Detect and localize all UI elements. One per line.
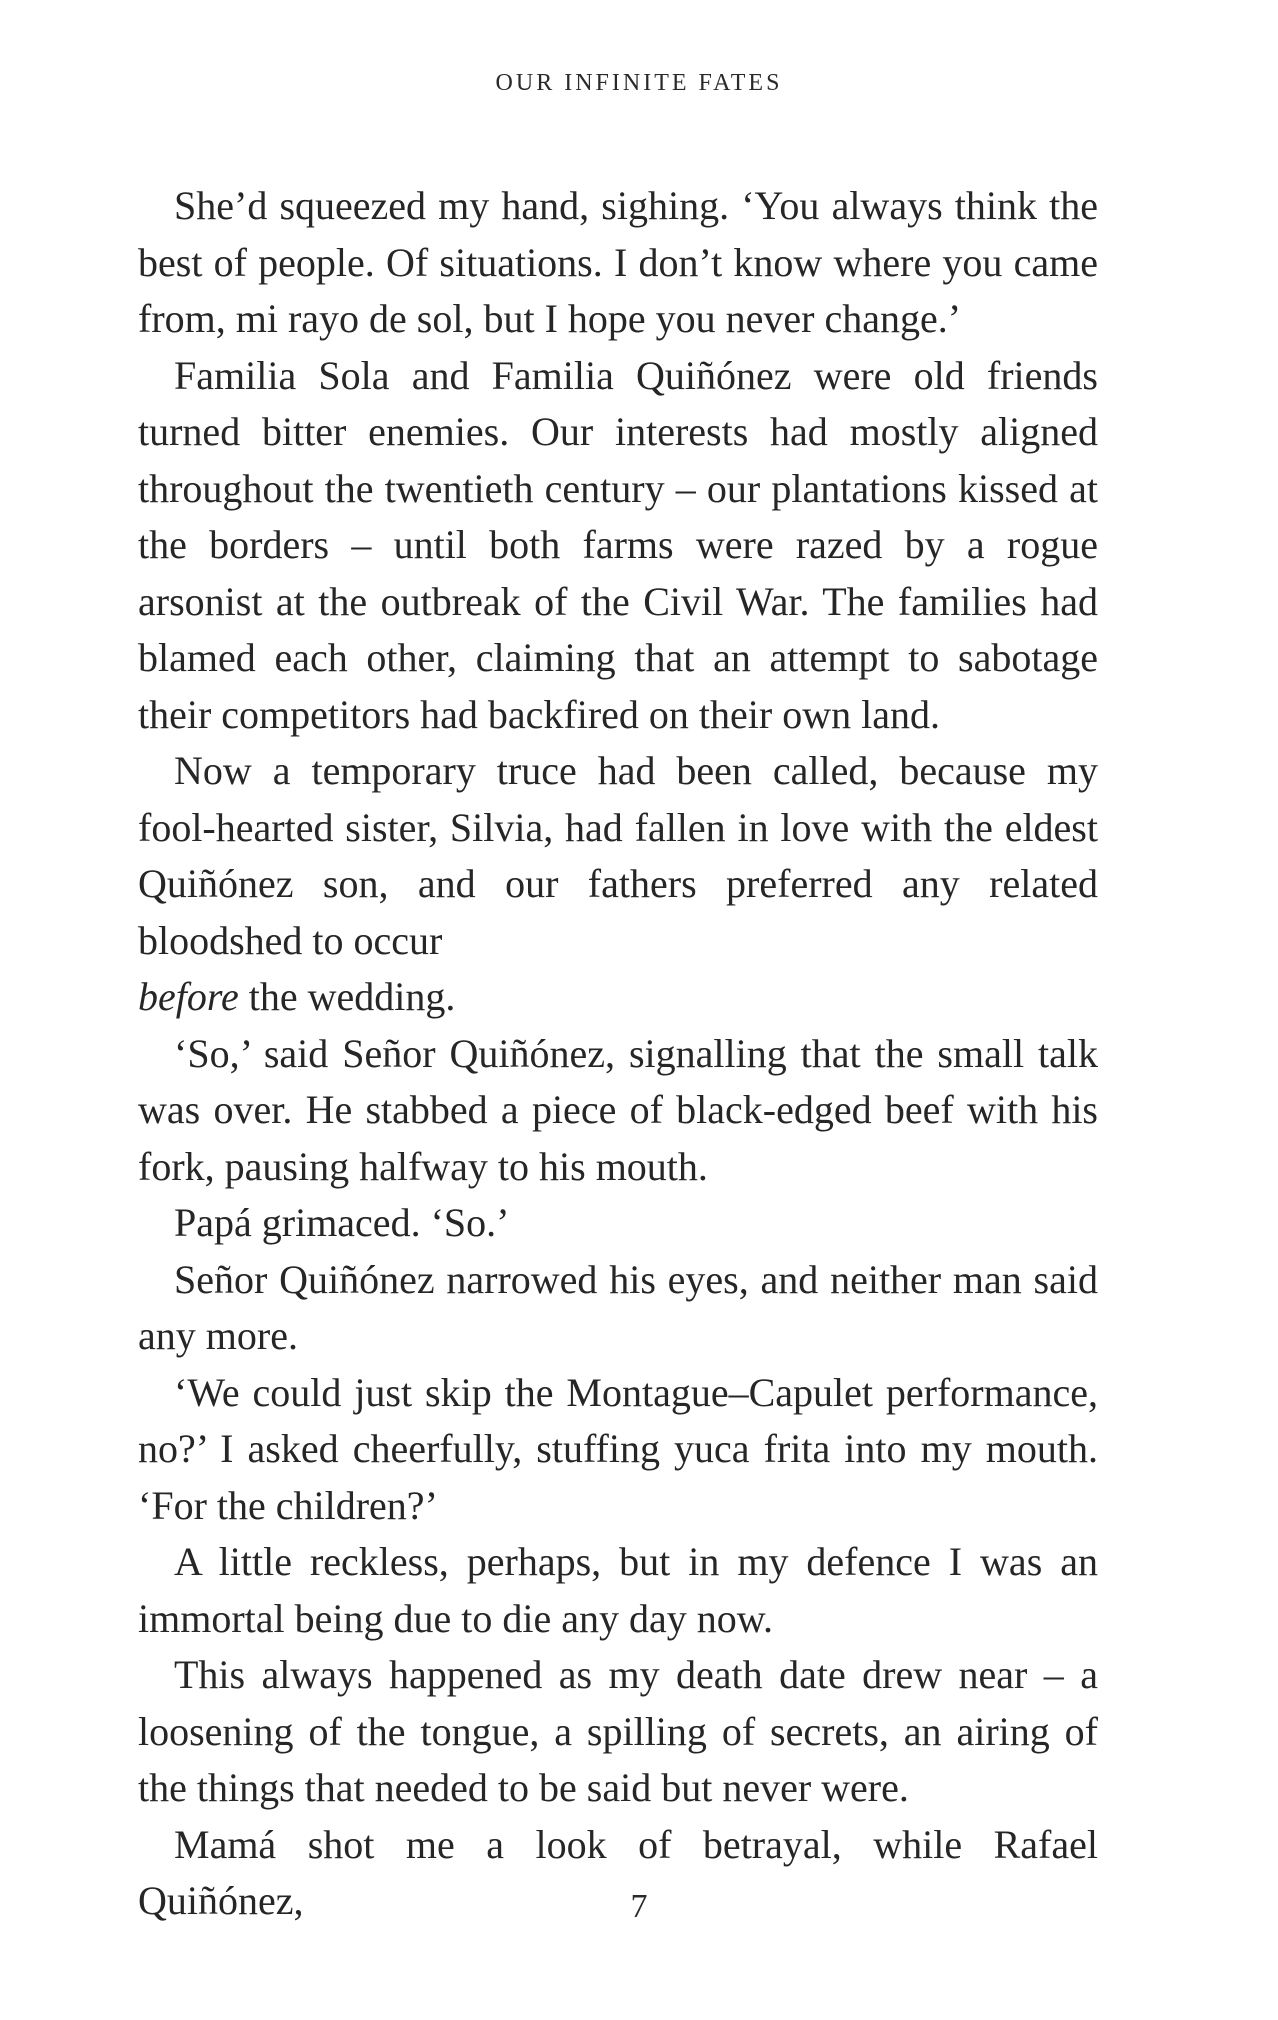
paragraph: She’d squeezed my hand, sighing. ‘You always think the best of people. Of situations. I don’t know where you came from, mi rayo de sol, but I hope you never change.’ [138, 183, 1098, 341]
paragraph: ‘So,’ said Señor Quiñónez, signalling that the small talk was over. He stabbed a piece of black-edged beef with his fork, pausing halfway to his mouth. [138, 1030, 1098, 1189]
paragraph: A little reckless, perhaps, but in my defence I was an immortal being due to die any day now. [138, 1539, 1098, 1641]
running-head: OUR INFINITE FATES [495, 70, 783, 96]
paragraph-text: the wedding. [238, 974, 456, 1019]
paragraph: Familia Sola and Familia Quiñónez were old friends turned bitter enemies. Our interests had mostly aligned throughout the twentieth century – our plantations kissed at the borders – until both farms were razed by a rogue arsonist at the outbreak of the Civil War. The families had blamed each other, claiming that an attempt to sabotage their competitors had backfired on their own land. [138, 352, 1098, 737]
paragraph [138, 743, 1098, 1026]
paragraph: Mamá shot me a look of betrayal, while Rafael Quiñónez, [138, 1821, 1098, 1923]
paragraph: Papá grimaced. ‘So.’ [174, 1200, 510, 1245]
body-text [138, 178, 1098, 1930]
page-number: 7 [630, 1888, 648, 1925]
paragraph-text: Now a temporary truce had been called, because my fool-hearted sister, Silvia, had fallen in love with the eldest Quiñónez son, and our fathers preferred any related bloodshed to occur [138, 748, 1098, 963]
paragraph: ‘We could just skip the Montague–Capulet performance, no?’ I asked cheerfully, stuffing yuca frita into my mouth. ‘For the children?’ [138, 1369, 1098, 1528]
italic-word: before [138, 974, 239, 1019]
paragraph: Señor Quiñónez narrowed his eyes, and neither man said any more. [138, 1256, 1098, 1358]
paragraph: This always happened as my death date drew near – a loosening of the tongue, a spilling of secrets, an airing of the things that needed to be said but never were. [138, 1652, 1098, 1810]
